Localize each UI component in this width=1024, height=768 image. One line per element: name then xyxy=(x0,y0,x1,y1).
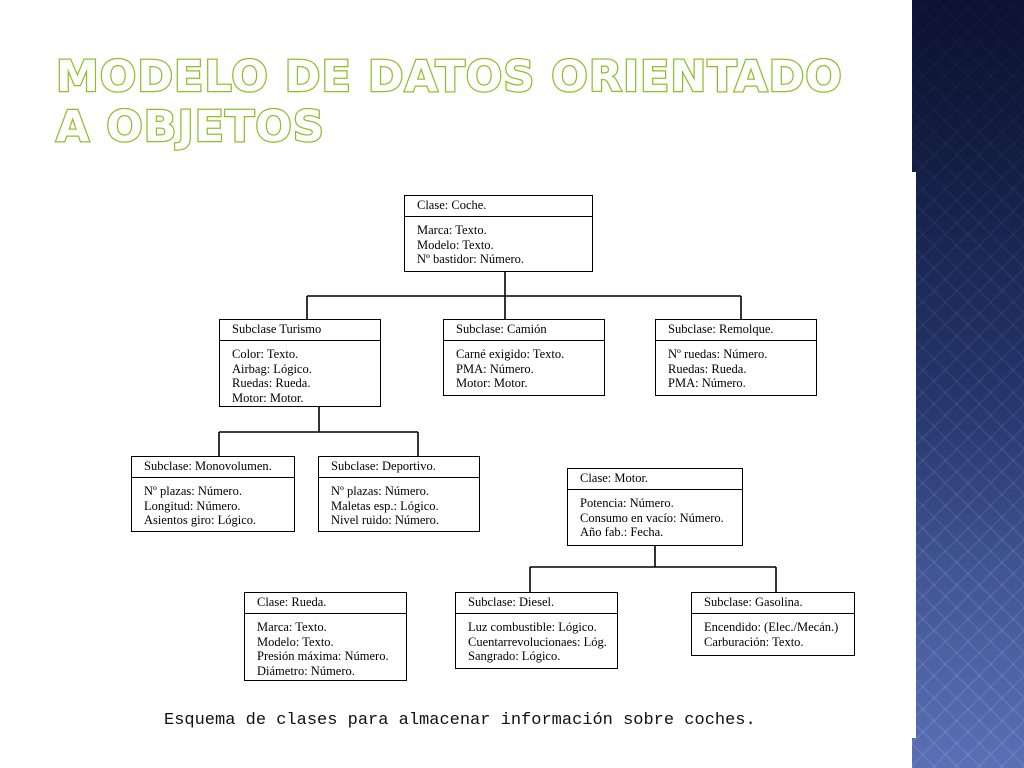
class-attributes xyxy=(132,478,294,528)
class-attribute: Nº ruedas: Número. xyxy=(668,347,768,361)
class-attribute: Modelo: Texto. xyxy=(417,237,494,252)
class-attribute: Marca: Texto. xyxy=(417,223,487,237)
diagram-caption: Esquema de clases para almacenar información sobre coches. xyxy=(164,711,756,730)
class-attribute: Carné exigido: Texto. xyxy=(456,347,565,361)
class-attribute: Encendido: (Elec./Mecán.) xyxy=(704,620,839,634)
class-box-gasolina xyxy=(691,592,855,656)
class-attribute: Ruedas: Rueda. xyxy=(668,361,747,376)
class-attribute: Potencia: Número. xyxy=(580,496,674,510)
class-attribute: Ruedas: Rueda. xyxy=(232,376,311,391)
class-attribute: Airbag: Lógico. xyxy=(232,361,312,376)
class-box-coche xyxy=(404,195,593,272)
class-attribute: Motor: Motor. xyxy=(232,390,304,405)
class-attribute: Marca: Texto. xyxy=(257,620,327,634)
class-attribute: Nº bastidor: Número. xyxy=(417,252,524,267)
class-header: Subclase: Camión xyxy=(444,320,604,341)
class-attribute: Asientos giro: Lógico. xyxy=(144,513,257,528)
class-header: Subclase: Remolque. xyxy=(656,320,816,341)
class-attributes xyxy=(692,614,854,649)
class-attribute: Consumo en vacío: Número. xyxy=(580,510,724,525)
class-attribute: Longitud: Número. xyxy=(144,498,241,513)
class-attribute: Motor: Motor. xyxy=(456,376,528,391)
class-header: Clase: Coche. xyxy=(405,196,592,217)
slide-title: MODELO DE DATOS ORIENTADO A OBJETOS xyxy=(56,52,843,152)
class-attributes xyxy=(220,341,380,405)
class-attribute: Luz combustible: Lógico. xyxy=(468,620,597,634)
class-attributes xyxy=(444,341,604,391)
class-attribute: Cuentarrevolucionaes: Lóg. xyxy=(468,634,607,649)
class-attributes xyxy=(245,614,406,678)
class-attribute: Nº plazas: Número. xyxy=(144,484,242,498)
class-attribute: Color: Texto. xyxy=(232,347,299,361)
class-attributes xyxy=(568,490,742,540)
class-attribute: Año fab.: Fecha. xyxy=(580,525,664,540)
class-attributes xyxy=(656,341,816,391)
class-header: Subclase: Deportivo. xyxy=(319,457,479,478)
class-attribute: Nº plazas: Número. xyxy=(331,484,429,498)
class-attribute: PMA: Número. xyxy=(668,376,746,391)
class-box-deportivo xyxy=(318,456,480,532)
class-attribute: Maletas esp.: Lógico. xyxy=(331,498,439,513)
class-box-rueda xyxy=(244,592,407,681)
class-attributes xyxy=(319,478,479,528)
class-box-motor xyxy=(567,468,743,546)
class-attribute: PMA: Número. xyxy=(456,361,534,376)
class-attribute: Nivel ruido: Número. xyxy=(331,513,439,528)
class-box-turismo xyxy=(219,319,381,407)
class-header: Clase: Motor. xyxy=(568,469,742,490)
class-header: Subclase: Gasolina. xyxy=(692,593,854,614)
class-attributes xyxy=(405,217,592,267)
class-box-monovolumen xyxy=(131,456,295,532)
class-attribute: Presión máxima: Número. xyxy=(257,649,389,664)
class-box-camion xyxy=(443,319,605,396)
class-header: Subclase Turismo xyxy=(220,320,380,341)
class-attribute: Diámetro: Número. xyxy=(257,663,355,678)
class-attributes xyxy=(456,614,617,664)
class-box-remolque xyxy=(655,319,817,396)
class-header: Subclase: Diesel. xyxy=(456,593,617,614)
class-header: Clase: Rueda. xyxy=(245,593,406,614)
class-attribute: Sangrado: Lógico. xyxy=(468,649,561,664)
class-box-diesel xyxy=(455,592,618,669)
class-header: Subclase: Monovolumen. xyxy=(132,457,294,478)
class-attribute: Carburación: Texto. xyxy=(704,634,804,649)
class-attribute: Modelo: Texto. xyxy=(257,634,334,649)
